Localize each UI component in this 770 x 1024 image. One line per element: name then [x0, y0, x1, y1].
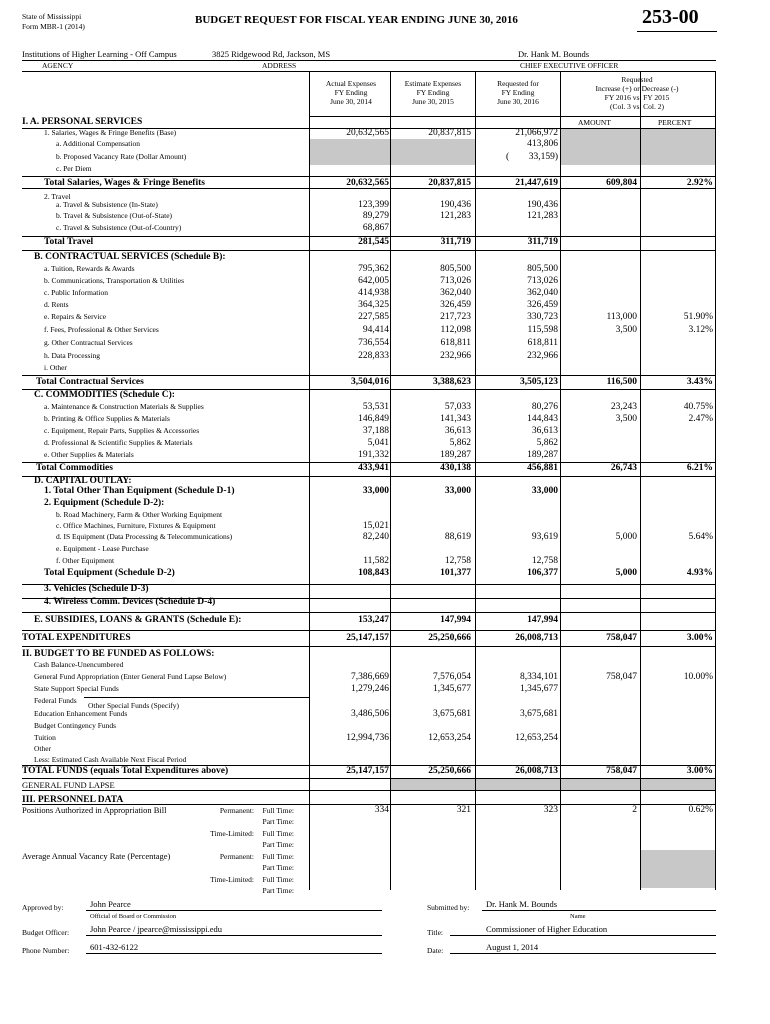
row-label: Positions Authorized in Appropriation Bill — [22, 805, 167, 815]
gray-block-lapse — [391, 778, 715, 790]
estimate-value: 321 — [456, 805, 471, 815]
row-label: a. Travel & Subsistence (In-State) — [56, 200, 158, 209]
estimate-value: 12,653,254 — [428, 733, 471, 743]
estimate-value: 147,994 — [440, 615, 471, 625]
col-line-5 — [715, 72, 716, 890]
percent-change-value: 3.43% — [686, 377, 713, 387]
personnel-type-label: Permanent: — [219, 852, 254, 861]
requested-value: 326,459 — [527, 300, 558, 310]
actual-value: 364,325 — [358, 300, 389, 310]
requested-value: 12,653,254 — [515, 733, 558, 743]
requested-value: 311,719 — [527, 237, 558, 247]
row-label: Total Contractual Services — [36, 377, 144, 387]
percent-change-value: 10.00% — [683, 672, 713, 682]
col-amount-header: AMOUNT — [578, 118, 611, 127]
row-label: E. SUBSIDIES, LOANS & GRANTS (Schedule E): — [34, 615, 242, 625]
percent-change-value: 5.64% — [688, 532, 713, 542]
percent-change-value: 2.47% — [688, 414, 713, 424]
row-label: d. Professional & Scientific Supplies & Materials — [44, 438, 193, 447]
requested-value: 80,276 — [531, 402, 558, 412]
actual-value: 153,247 — [358, 615, 389, 625]
actual-value: 7,386,669 — [351, 672, 389, 682]
row-label: b. Printing & Office Supplies & Materials — [44, 414, 170, 423]
row-label: C. COMMODITIES (Schedule C): — [34, 390, 175, 400]
amount-change-value: 3,500 — [615, 414, 637, 424]
estimate-value: 189,287 — [440, 450, 471, 460]
row-label: 3. Vehicles (Schedule D-3) — [44, 584, 149, 594]
row-label: III. PERSONNEL DATA — [22, 795, 124, 805]
percent-change-value: 0.62% — [688, 805, 713, 815]
personnel-time-label: Part Time: — [262, 863, 294, 872]
requested-value: 144,843 — [527, 414, 558, 424]
requested-value: 106,377 — [527, 568, 558, 578]
estimate-value: 7,576,054 — [433, 672, 471, 682]
row-line-16 — [22, 790, 716, 791]
actual-value: 642,005 — [358, 276, 389, 286]
estimate-value: 217,723 — [440, 312, 471, 322]
date-line — [450, 953, 716, 954]
agency-address: 3825 Ridgewood Rd, Jackson, MS — [212, 49, 331, 59]
agency-label: AGENCY — [42, 61, 74, 70]
row-label: General Fund Appropriation (Enter General Fund Lapse Below) — [34, 672, 227, 681]
actual-value: 191,332 — [358, 450, 389, 460]
row-label: e. Other Supplies & Materials — [44, 450, 134, 459]
gray-block-vacancy — [641, 850, 715, 888]
title-value: Commissioner of Higher Education — [486, 924, 608, 934]
row-label: GENERAL FUND LAPSE — [22, 780, 115, 790]
page-title: BUDGET REQUEST FOR FISCAL YEAR ENDING JUNE 30, 2016 — [195, 14, 518, 26]
row-label: Cash Balance-Unencumbered — [34, 660, 124, 669]
estimate-value: 121,283 — [440, 211, 471, 221]
row-label: b. Travel & Subsistence (Out-of-State) — [56, 211, 173, 220]
form-number: 253-00 — [642, 6, 699, 28]
estimate-value: 5,862 — [449, 438, 471, 448]
row-label: 2. Travel — [44, 192, 71, 201]
actual-value: 15,021 — [362, 521, 389, 531]
actual-value: 82,240 — [362, 532, 389, 542]
amount-change-value: 116,500 — [606, 377, 637, 387]
actual-value: 33,000 — [362, 486, 389, 496]
requested-value: 3,675,681 — [520, 709, 558, 719]
personnel-type-label: Time-Limited: — [210, 875, 254, 884]
requested-value: 362,040 — [527, 288, 558, 298]
col-actual-header: Actual Expenses FY Ending June 30, 2014 — [325, 79, 377, 106]
amount-change-value: 3,500 — [615, 325, 637, 335]
estimate-value: 326,459 — [440, 300, 471, 310]
requested-value: 26,008,713 — [515, 766, 558, 776]
row-label: h. Data Processing — [44, 351, 101, 360]
row-label: 2. Equipment (Schedule D-2): — [44, 498, 165, 508]
row-label: c. Office Machines, Furniture, Fixtures & Equipment — [56, 521, 216, 530]
personnel-type-label: Permanent: — [219, 806, 254, 815]
requested-value: 5,862 — [536, 438, 558, 448]
estimate-value: 430,138 — [440, 463, 471, 473]
actual-value: 433,941 — [358, 463, 389, 473]
actual-value: 146,849 — [358, 414, 389, 424]
requested-value: 456,881 — [527, 463, 558, 473]
percent-change-value: 3.12% — [688, 325, 713, 335]
date-value: August 1, 2014 — [486, 942, 539, 952]
actual-value: 227,585 — [358, 312, 389, 322]
row-label: 1. Total Other Than Equipment (Schedule D-1) — [44, 486, 235, 496]
row-line-13 — [22, 646, 716, 647]
phone-label: Phone Number: — [22, 946, 70, 955]
row-label: Tuition — [34, 733, 56, 742]
amount-percent-split — [640, 116, 641, 128]
row-label: Less: Estimated Cash Available Next Fiscal Period — [34, 755, 187, 764]
paren-open: ( — [506, 152, 510, 162]
estimate-value: 3,675,681 — [433, 709, 471, 719]
personnel-time-label: Full Time: — [262, 806, 294, 815]
row-line-1 — [22, 176, 716, 177]
actual-value: 281,545 — [358, 237, 389, 247]
requested-value: 147,994 — [527, 615, 558, 625]
ceo-name: Dr. Hank M. Bounds — [518, 49, 590, 59]
estimate-value: 1,345,677 — [433, 684, 471, 694]
row-label: e. Equipment - Lease Purchase — [56, 544, 149, 553]
requested-value: 618,811 — [527, 338, 558, 348]
col-requested-header: Requested for FY Ending June 30, 2016 — [497, 79, 539, 106]
percent-change-value: 6.21% — [686, 463, 713, 473]
estimate-value: 88,619 — [444, 532, 471, 542]
title-line — [450, 935, 716, 936]
actual-value: 20,632,565 — [346, 128, 389, 138]
amount-change-value: 113,000 — [606, 312, 637, 322]
estimate-value: 362,040 — [440, 288, 471, 298]
actual-value: 795,362 — [358, 264, 389, 274]
amount-change-value: 5,000 — [615, 568, 637, 578]
percent-change-value: 2.92% — [686, 178, 713, 188]
col-change-header: Requested Increase (+) or Decrease (-) FY 2016 vs. FY 2015 (Col. 3 vs. Col. 2) — [595, 75, 679, 111]
row-label: TOTAL FUNDS (equals Total Expenditures above) — [22, 766, 229, 776]
row-label: a. Maintenance & Construction Materials & Supplies — [44, 402, 204, 411]
actual-value: 414,938 — [358, 288, 389, 298]
estimate-value: 33,000 — [444, 486, 471, 496]
estimate-value: 57,033 — [444, 402, 471, 412]
row-label: e. Repairs & Service — [44, 312, 107, 321]
row-label: d. Rents — [44, 300, 69, 309]
row-label: Federal Funds — [34, 696, 77, 705]
amount-change-value: 758,047 — [606, 766, 637, 776]
actual-value: 3,504,016 — [351, 377, 389, 387]
requested-value: 413,806 — [527, 139, 558, 149]
col-estimate-header: Estimate Expenses FY Ending June 30, 2015 — [404, 79, 462, 106]
actual-value: 53,531 — [362, 402, 389, 412]
row-label: Education Enhancement Funds — [34, 709, 128, 718]
row-label: 4. Wireless Comm. Devices (Schedule D-4) — [44, 597, 216, 607]
estimate-value: 36,613 — [444, 426, 471, 436]
row-label: c. Per Diem — [56, 164, 92, 173]
estimate-value: 20,837,815 — [428, 178, 471, 188]
actual-value: 20,632,565 — [346, 178, 389, 188]
row-label: b. Communications, Transportation & Utilities — [44, 276, 185, 285]
state-name: State of Mississippi — [22, 12, 82, 21]
personnel-time-label: Part Time: — [262, 840, 294, 849]
estimate-value: 20,837,815 — [428, 128, 471, 138]
gray-block-salaries-change — [561, 128, 715, 165]
requested-value: 21,447,619 — [515, 178, 558, 188]
amount-change-value: 23,243 — [610, 402, 637, 412]
requested-value: 121,283 — [527, 211, 558, 221]
requested-value: 33,000 — [531, 486, 558, 496]
percent-change-value: 3.00% — [686, 766, 713, 776]
change-sub-line — [560, 116, 716, 117]
amount-change-value: 758,047 — [606, 672, 637, 682]
requested-value: 33,159) — [528, 152, 558, 162]
row-label: II. BUDGET TO BE FUNDED AS FOLLOWS: — [22, 649, 215, 659]
approved-by-label: Approved by: — [22, 903, 64, 912]
estimate-value: 25,250,666 — [428, 633, 471, 643]
personnel-time-label: Part Time: — [262, 817, 294, 826]
budget-officer-value: John Pearce / jpearce@mississippi.edu — [90, 924, 222, 934]
estimate-value: 101,377 — [440, 568, 471, 578]
row-label: a. Tuition, Rewards & Awards — [44, 264, 135, 273]
budget-officer-line — [86, 935, 382, 936]
requested-value: 805,500 — [527, 264, 558, 274]
requested-value: 93,619 — [531, 532, 558, 542]
row-line-4 — [22, 250, 716, 251]
personnel-type-label: Time-Limited: — [210, 829, 254, 838]
federal-funds-blank — [84, 697, 309, 698]
row-label: Total Equipment (Schedule D-2) — [44, 568, 175, 578]
estimate-value: 12,758 — [444, 556, 471, 566]
requested-value: 8,334,101 — [520, 672, 558, 682]
row-line-5 — [22, 375, 716, 376]
row-label: D. CAPITAL OUTLAY: — [34, 476, 132, 486]
actual-value: 736,554 — [358, 338, 389, 348]
actual-value: 1,279,246 — [351, 684, 389, 694]
requested-value: 330,723 — [527, 312, 558, 322]
approved-by-sub: Official of Board or Commission — [90, 913, 177, 920]
row-label: d. IS Equipment (Data Processing & Telecommunications) — [56, 532, 233, 541]
amount-change-value: 26,743 — [610, 463, 637, 473]
percent-change-value: 4.93% — [686, 568, 713, 578]
actual-value: 334 — [374, 805, 389, 815]
row-label: c. Equipment, Repair Parts, Supplies & Accessories — [44, 426, 200, 435]
row-label: Other — [34, 744, 52, 753]
row-label: f. Other Equipment — [56, 556, 115, 565]
requested-value: 21,066,972 — [515, 128, 558, 138]
row-label: Budget Contingency Funds — [34, 721, 117, 730]
estimate-value: 25,250,666 — [428, 766, 471, 776]
submitted-by-label: Submitted by: — [427, 903, 470, 912]
form-version: Form MBR-1 (2014) — [22, 22, 85, 31]
actual-value: 5,041 — [367, 438, 389, 448]
amount-change-value: 2 — [632, 805, 637, 815]
form-number-underline — [637, 31, 717, 32]
ceo-label: CHIEF EXECUTIVE OFFICER — [520, 61, 619, 70]
actual-value: 12,994,736 — [346, 733, 389, 743]
estimate-value: 311,719 — [440, 237, 471, 247]
actual-value: 108,843 — [358, 568, 389, 578]
estimate-value: 618,811 — [440, 338, 471, 348]
phone-line — [86, 953, 382, 954]
col-percent-header: PERCENT — [658, 118, 692, 127]
title-label: Title: — [427, 928, 443, 937]
row-label: State Support Special Funds — [34, 684, 119, 693]
estimate-value: 713,026 — [440, 276, 471, 286]
estimate-value: 3,388,623 — [433, 377, 471, 387]
row-label: g. Other Contractual Services — [44, 338, 133, 347]
actual-value: 11,582 — [363, 556, 389, 566]
submitted-by-value: Dr. Hank M. Bounds — [486, 899, 558, 909]
personnel-time-label: Full Time: — [262, 852, 294, 861]
date-label: Date: — [427, 946, 444, 955]
budget-officer-label: Budget Officer: — [22, 928, 70, 937]
row-line-15 — [22, 778, 716, 779]
row-label: b. Road Machinery, Farm & Other Working Equipment — [56, 510, 223, 519]
amount-change-value: 609,804 — [606, 178, 637, 188]
actual-value: 25,147,157 — [346, 766, 389, 776]
requested-value: 36,613 — [531, 426, 558, 436]
percent-change-value: 51.90% — [683, 312, 713, 322]
actual-value: 3,486,506 — [351, 709, 389, 719]
row-label: b. Proposed Vacancy Rate (Dollar Amount) — [56, 152, 187, 161]
row-label: 1. Salaries, Wages & Fringe Benefits (Base) — [44, 128, 177, 137]
requested-value: 713,026 — [527, 276, 558, 286]
estimate-value: 232,966 — [440, 351, 471, 361]
personnel-time-label: Full Time: — [262, 875, 294, 884]
approved-by-value: John Pearce — [90, 899, 131, 909]
row-label: Total Commodities — [36, 463, 113, 473]
approved-by-line — [86, 910, 382, 911]
row-line-12 — [22, 630, 716, 631]
estimate-value: 141,343 — [440, 414, 471, 424]
estimate-value: 805,500 — [440, 264, 471, 274]
actual-value: 68,867 — [362, 223, 389, 233]
actual-value: 228,833 — [358, 351, 389, 361]
personnel-time-label: Part Time: — [262, 886, 294, 895]
name-sub: Name — [570, 913, 586, 920]
submitted-by-line — [482, 910, 716, 911]
requested-value: 190,436 — [527, 200, 558, 210]
requested-value: 189,287 — [527, 450, 558, 460]
actual-value: 25,147,157 — [346, 633, 389, 643]
row-label: Total Salaries, Wages & Fringe Benefits — [44, 178, 205, 188]
header-line-2 — [22, 71, 716, 72]
row-label: f. Fees, Professional & Other Services — [44, 325, 159, 334]
estimate-value: 112,098 — [440, 325, 471, 335]
requested-value: 323 — [543, 805, 558, 815]
address-label: ADDRESS — [262, 61, 297, 70]
gray-block-additional — [310, 139, 475, 165]
row-label: Total Travel — [44, 237, 94, 247]
amount-change-value: 5,000 — [615, 532, 637, 542]
row-label: i. Other — [44, 363, 67, 372]
requested-value: 1,345,677 — [520, 684, 558, 694]
row-label: B. CONTRACTUAL SERVICES (Schedule B): — [34, 252, 226, 262]
requested-value: 115,598 — [527, 325, 558, 335]
actual-value: 94,414 — [362, 325, 389, 335]
phone-value: 601-432-6122 — [90, 942, 139, 952]
requested-value: 26,008,713 — [515, 633, 558, 643]
actual-value: 89,279 — [362, 211, 389, 221]
row-label: Average Annual Vacancy Rate (Percentage) — [22, 851, 171, 861]
row-line-11 — [22, 612, 716, 613]
requested-value: 12,758 — [531, 556, 558, 566]
row-label: TOTAL EXPENDITURES — [22, 633, 131, 643]
row-label: I. A. PERSONAL SERVICES — [22, 117, 143, 127]
agency-name: Institutions of Higher Learning - Off Campus — [22, 49, 177, 59]
other-special-funds-label: Other Special Funds (Specify) — [88, 701, 180, 710]
row-label: c. Public Information — [44, 288, 108, 297]
row-label: a. Additional Compensation — [56, 139, 140, 148]
requested-value: 232,966 — [527, 351, 558, 361]
personnel-time-label: Full Time: — [262, 829, 294, 838]
row-label: c. Travel & Subsistence (Out-of-Country) — [56, 223, 182, 232]
percent-change-value: 3.00% — [686, 633, 713, 643]
requested-value: 3,505,123 — [520, 377, 558, 387]
amount-change-value: 758,047 — [606, 633, 637, 643]
actual-value: 37,188 — [362, 426, 389, 436]
estimate-value: 190,436 — [440, 200, 471, 210]
percent-change-value: 40.75% — [683, 402, 713, 412]
actual-value: 123,399 — [358, 200, 389, 210]
